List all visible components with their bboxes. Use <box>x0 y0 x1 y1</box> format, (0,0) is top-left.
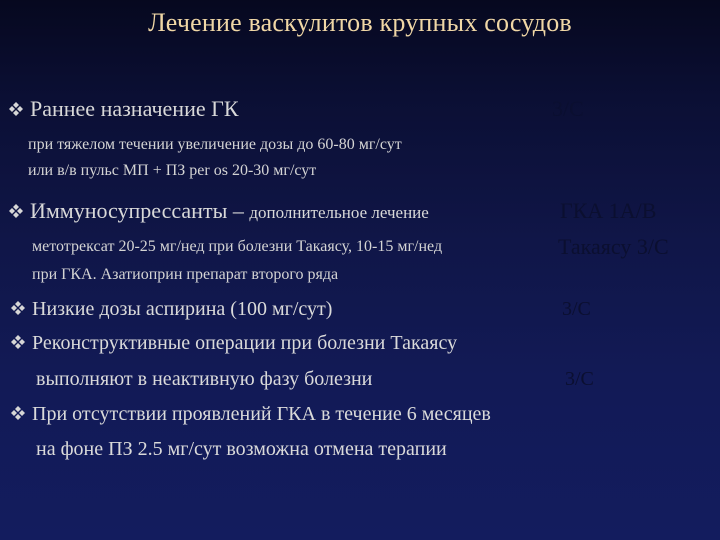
bullet-item-therapy-withdrawal <box>10 403 491 426</box>
bullet-text: Иммуносупрессанты – <box>30 198 250 223</box>
bullet-text: При отсутствии проявлений ГКА в течение 6 месяцев <box>32 403 491 425</box>
bullet-text: Реконструктивные операции при болезни Такаясу <box>32 332 458 354</box>
bullet-text: Раннее назначение ГК <box>30 96 239 121</box>
evidence-tag: 3/C <box>565 368 594 390</box>
evidence-tag: ГКА 1А/В <box>560 198 657 223</box>
bullet-text: Низкие дозы аспирина (100 мг/сут) <box>32 298 333 320</box>
sub-line: или в/в пульс МП + ПЗ per os 20-30 мг/сут <box>28 162 317 179</box>
bullet-continuation: на фоне ПЗ 2.5 мг/сут возможна отмена терапии <box>36 438 447 460</box>
diamond-bullet-icon <box>8 203 24 219</box>
bullet-continuation: выполняют в неактивную фазу болезни <box>36 368 373 390</box>
diamond-bullet-icon <box>10 405 26 421</box>
diamond-bullet-icon <box>10 334 26 350</box>
slide-title: Лечение васкулитов крупных сосудов <box>148 8 572 37</box>
sub-line: при тяжелом течении увеличение дозы до 60-80 мг/сут <box>28 136 402 153</box>
diamond-bullet-icon <box>10 300 26 316</box>
evidence-tag: 3/C <box>562 298 591 320</box>
bullet-item-early-gc <box>8 96 239 122</box>
bullet-item-immunosuppressants <box>8 198 429 224</box>
bullet-item-aspirin <box>10 298 332 321</box>
bullet-text-small: дополнительное лечение <box>249 203 429 222</box>
sub-line: при ГКА. Азатиоприн препарат второго ряда <box>32 266 339 283</box>
bullet-item-reconstructive-surgery <box>10 332 457 355</box>
evidence-tag: 3/C <box>552 96 584 121</box>
evidence-tag-takayasu: Такаясу 3/С <box>558 234 669 259</box>
sub-line: метотрексат 20-25 мг/нед при болезни Такаясу, 10-15 мг/нед <box>32 238 443 255</box>
diamond-bullet-icon <box>8 101 24 117</box>
